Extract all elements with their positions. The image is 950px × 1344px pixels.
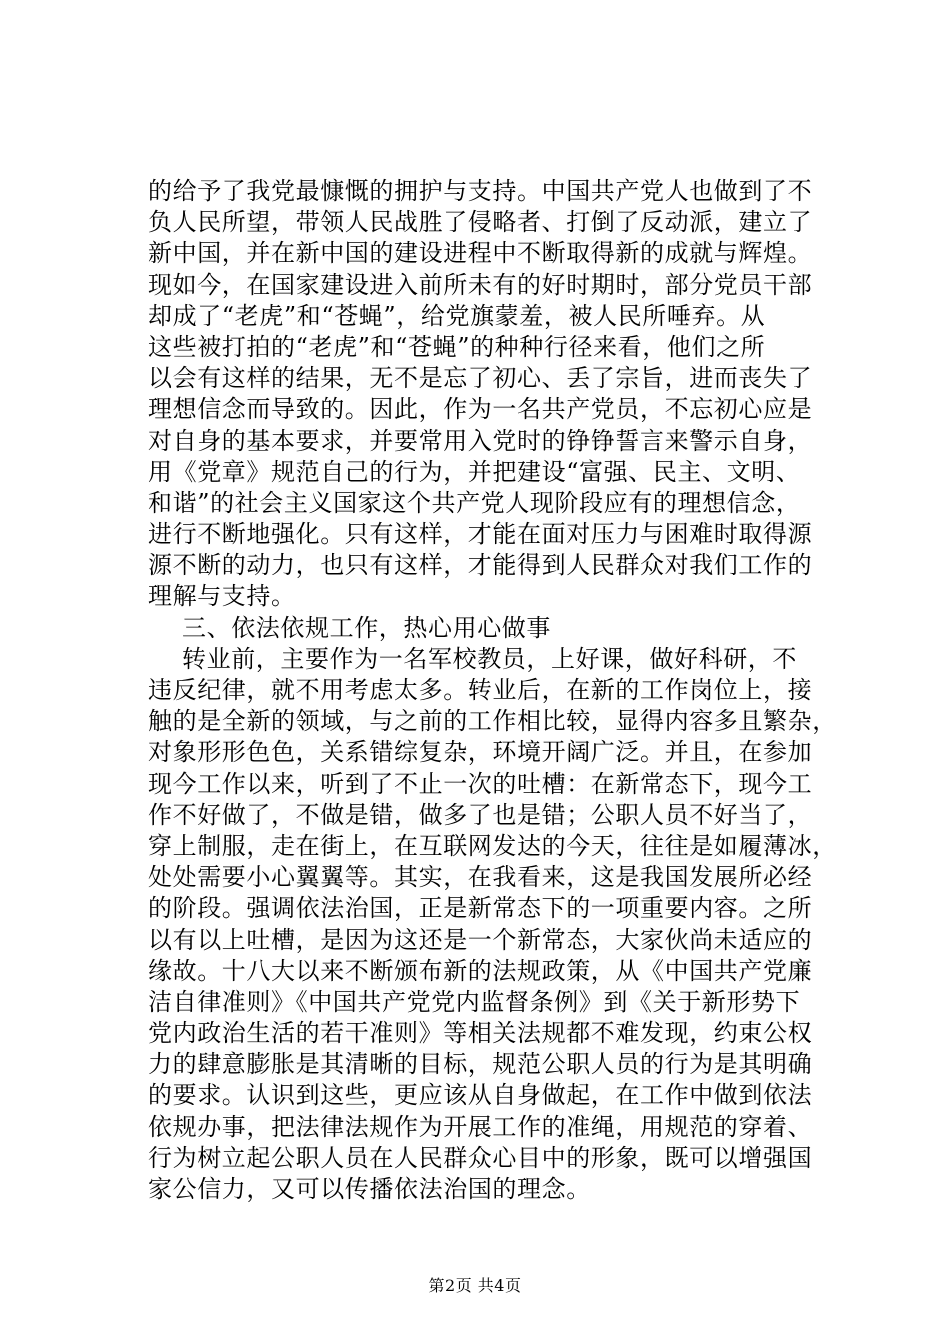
paragraph-continued	[148, 176, 838, 613]
text-line: 以会有这样的结果，无不是忘了初心、丢了宗旨，进而丧失了	[148, 364, 813, 393]
text-line: 这些被打拍的“老虎”和“苍蝇”的种种行径来看，他们之所	[148, 332, 766, 361]
text-line: 的给予了我党最慷慨的拥护与支持。中国共产党人也做到了不	[148, 177, 813, 205]
text-line: 却成了“老虎”和“苍蝇”，给党旗蒙羞，被人民所唾弃。从	[148, 301, 766, 330]
text-line: 对自身的基本要求，并要常用入党时的铮铮誓言来警示自身，	[148, 426, 813, 455]
text-line: 洁自律准则》《中国共产党党内监督条例》到《关于新形势下	[148, 987, 801, 1016]
text-line: 行为树立起公职人员在人民群众心目中的形象，既可以增强国	[148, 1143, 813, 1172]
paragraph	[148, 644, 838, 1205]
text-line: 对象形形色色，关系错综复杂，环境开阔广泛。并且，在参加	[148, 738, 813, 767]
document-body	[148, 176, 838, 1205]
text-line: 负人民所望，带领人民战胜了侵略者、打倒了反动派，建立了	[148, 208, 813, 237]
text-line: 穿上制服，走在街上，在互联网发达的今天，往往是如履薄冰，	[148, 831, 837, 860]
text-line: 转业前，主要作为一名军校教员，上好课，做好科研，不	[182, 644, 797, 673]
text-line: 触的是全新的领域，与之前的工作相比较，显得内容多且繁杂，	[148, 707, 837, 736]
text-line: 作不好做了，不做是错，做多了也是错；公职人员不好当了，	[148, 800, 813, 829]
text-line: 依规办事，把法律法规作为开展工作的准绳，用规范的穿着、	[148, 1112, 813, 1141]
text-line: 进行不断地强化。只有这样，才能在面对压力与困难时取得源	[148, 520, 813, 549]
text-line: 以有以上吐槽，是因为这还是一个新常态，大家伙尚未适应的	[148, 925, 813, 954]
text-line: 理想信念而导致的。因此，作为一名共产党员，不忘初心应是	[148, 395, 813, 424]
text-line: 的阶段。强调依法治国，正是新常态下的一项重要内容。之所	[148, 894, 813, 923]
text-line: 缘故。十八大以来不断颁布新的法规政策，从《中国共产党廉	[148, 956, 813, 985]
text-line: 理解与支持。	[148, 582, 296, 611]
text-line: 力的肆意膨胀是其清晰的目标，规范公职人员的行为是其明确	[148, 1050, 813, 1079]
text-line: 现今工作以来，听到了不止一次的吐槽：在新常态下，现今工	[148, 769, 813, 798]
text-line: 党内政治生活的若干准则》等相关法规都不难发现，约束公权	[148, 1019, 813, 1048]
section-heading: 三、依法依规工作，热心用心做事	[182, 613, 551, 642]
page-number: 第2页 共4页	[428, 1276, 522, 1295]
text-line: 新中国，并在新中国的建设进程中不断取得新的成就与辉煌。	[148, 239, 813, 268]
text-line: 和谐”的社会主义国家这个共产党人现阶段应有的理想信念，	[148, 488, 801, 517]
text-line: 处处需要小心翼翼等。其实，在我看来，这是我国发展所必经	[148, 863, 813, 892]
text-line: 违反纪律，就不用考虑太多。转业后，在新的工作岗位上，接	[148, 676, 813, 704]
text-line: 源不断的动力，也只有这样，才能得到人民群众对我们工作的	[148, 551, 813, 580]
text-line: 用《党章》规范自己的行为，并把建设“富强、民主、文明、	[148, 457, 801, 486]
text-line: 的要求。认识到这些，更应该从自身做起，在工作中做到依法	[148, 1081, 813, 1110]
text-line: 现如今，在国家建设进入前所未有的好时期时，部分党员干部	[148, 270, 813, 299]
text-line: 家公信力，又可以传播依法治国的理念。	[148, 1175, 591, 1203]
